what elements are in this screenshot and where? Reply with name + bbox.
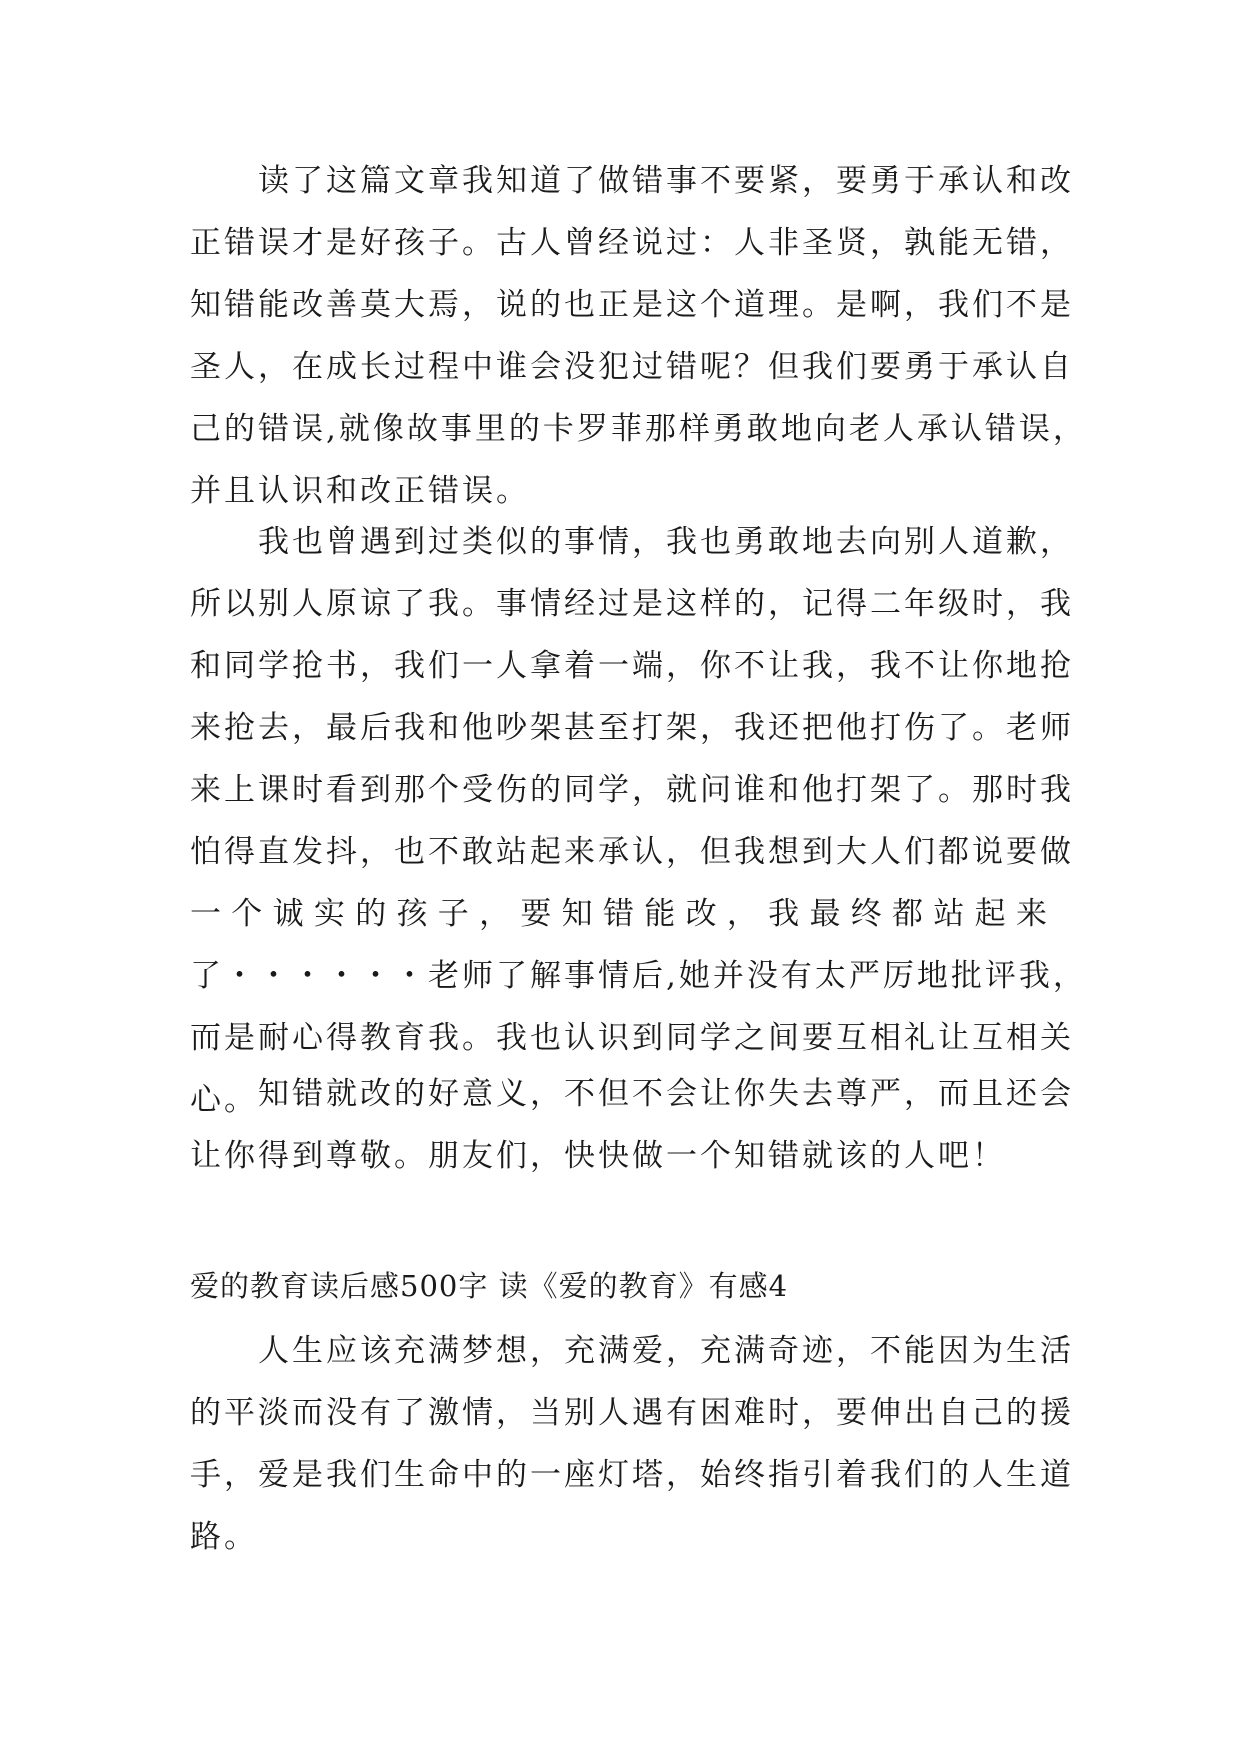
- paragraph-line: 怕 得 直 发 抖 ， 也 不 敢 站 起 来 承 认 ， 但 我 想 到 大 人 们 都 说 要 做: [190, 834, 1074, 870]
- paragraph-line: 来 抢 去 ， 最 后 我 和 他 吵 架 甚 至 打 架 ， 我 还 把 他 打 伤 了 。 老 师: [190, 710, 1074, 746]
- paragraph-line: 己 的 错 误 , 就 像 故 事 里 的 卡 罗 菲 那 样 勇 敢 地 向 老 人 承 认 错 误 ，: [190, 411, 1087, 447]
- paragraph-line: 的 平 淡 而 没 有 了 激 情 ， 当 别 人 遇 有 困 难 时 ， 要 伸 出 自 己 的 援: [190, 1395, 1074, 1431]
- paragraph-line: 正 错 误 才 是 好 孩 子 。 古 人 曾 经 说 过 ： 人 非 圣 贤 ， 孰 能 无 错 ，: [190, 225, 1074, 261]
- paragraph-line: 知 错 就 改 的 好 意 义 ， 不 但 不 会 让 你 失 去 尊 严 ， 而 且 还 会: [258, 1076, 1074, 1112]
- paragraph-line: 让你得到尊敬。朋友们，快快做一个知错就该的人吧！: [190, 1138, 1006, 1174]
- paragraph-line: 圣 人 ， 在 成 长 过 程 中 谁 会 没 犯 过 错 呢 ？ 但 我 们 要 勇 于 承 认 自: [190, 349, 1074, 385]
- paragraph-line: 来 上 课 时 看 到 那 个 受 伤 的 同 学 ， 就 问 谁 和 他 打 架 了 。 那 时 我: [190, 772, 1074, 808]
- paragraph-line: 手 ， 爱 是 我 们 生 命 中 的 一 座 灯 塔 ， 始 终 指 引 着 我 们 的 人 生 道: [190, 1457, 1074, 1493]
- paragraph-line: 知 错 能 改 善 莫 大 焉 ， 说 的 也 正 是 这 个 道 理 。 是 啊 ， 我 们 不 是: [190, 287, 1074, 323]
- paragraph-line: 了 ・ ・ ・ ・ ・ ・ 老 师 了 解 事 情 后 , 她 并 没 有 太 严 厉 地 批 评 我 ，: [190, 958, 1087, 994]
- paragraph-line: 所 以 别 人 原 谅 了 我 。 事 情 经 过 是 这 样 的 ， 记 得 二 年 级 时 ， 我: [190, 586, 1074, 622]
- paragraph-line: 读 了 这 篇 文 章 我 知 道 了 做 错 事 不 要 紧 ， 要 勇 于 承 认 和 改: [258, 163, 1074, 199]
- paragraph-line: 我 也 曾 遇 到 过 类 似 的 事 情 ， 我 也 勇 敢 地 去 向 别 人 道 歉 ，: [258, 524, 1074, 560]
- paragraph-line: 心。: [190, 1082, 258, 1118]
- section-heading: 爱的教育读后感500字 读《爱的教育》有感4: [190, 1269, 789, 1303]
- paragraph-line: 人 生 应 该 充 满 梦 想 ， 充 满 爱 ， 充 满 奇 迹 ， 不 能 因 为 生 活: [258, 1333, 1074, 1369]
- paragraph-line: 和 同 学 抢 书 ， 我 们 一 人 拿 着 一 端 ， 你 不 让 我 ， 我 不 让 你 地 抢: [190, 648, 1074, 684]
- paragraph-line: 而 是 耐 心 得 教 育 我 。 我 也 认 识 到 同 学 之 间 要 互 相 礼 让 互 相 关: [190, 1020, 1074, 1056]
- paragraph-line: 一 个 诚 实 的 孩 子 ， 要 知 错 能 改 ， 我 最 终 都 站 起 来: [190, 896, 1050, 932]
- paragraph-line: 路。: [190, 1519, 258, 1555]
- paragraph-line: 并且认识和改正错误。: [190, 473, 530, 509]
